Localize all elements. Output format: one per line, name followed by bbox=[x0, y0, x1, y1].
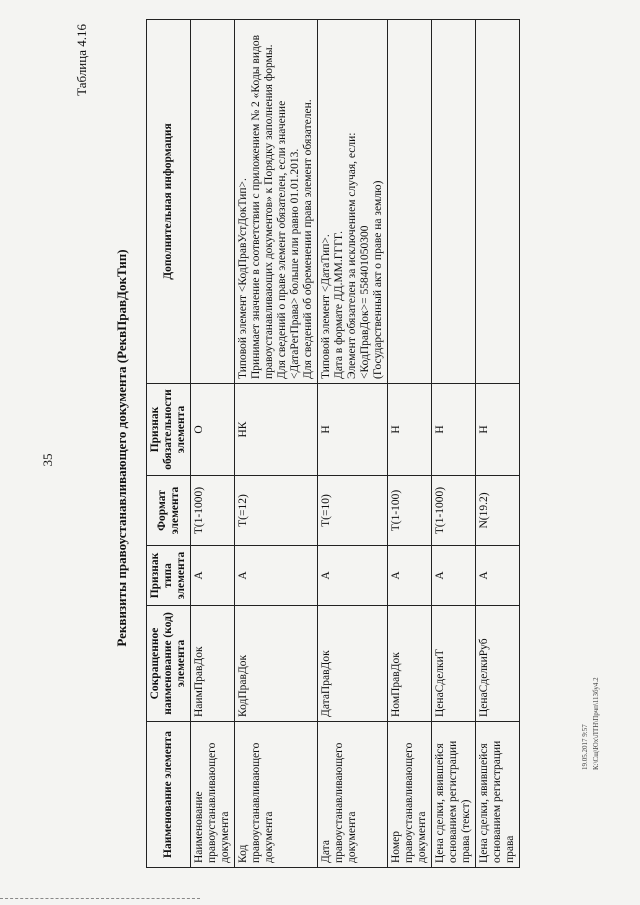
cell-info: Типовой элемент <КодПравУстДокТип>. Принимает значение в соответствии с приложением № 2 «Коды видов правоустанавливающих документов» к Порядку заполнения формы. Для сведений о праве элемент обязателен, если значение <ДатаРегПрава> больше или равно 01.01.2013. Для сведений об обременении права элемент обязателен. bbox=[235, 20, 318, 384]
cell-type: А bbox=[476, 546, 520, 606]
table-row bbox=[318, 20, 388, 868]
footer-stamp bbox=[580, 620, 614, 770]
cell-code: ЦенаСделкиТ bbox=[432, 606, 476, 722]
page-number: 35 bbox=[40, 453, 55, 467]
cell-type: А bbox=[235, 546, 318, 606]
header-name: Наименование элемента bbox=[147, 722, 191, 868]
table-title: Реквизиты правоустанавливающего документа (РеквПравДокТип) bbox=[114, 249, 129, 647]
rotated-page-content bbox=[70, 20, 590, 876]
cell-info: Типовой элемент <ДатаТип>. Дата в формате ДД.ММ.ГГГГ. Элемент обязателен за исключением случая, если: <КодПравДок>= 558401050300 (Государственный акт о праве на землю) bbox=[318, 20, 388, 384]
cell-code: НаимПравДок bbox=[191, 606, 235, 722]
table-header-row bbox=[147, 20, 191, 868]
cell-info bbox=[388, 20, 432, 384]
cell-code: НомПравДок bbox=[388, 606, 432, 722]
table-row bbox=[235, 20, 318, 868]
attributes-table bbox=[146, 19, 520, 868]
cell-code: КодПравДок bbox=[235, 606, 318, 722]
cell-info bbox=[432, 20, 476, 384]
cell-info bbox=[191, 20, 235, 384]
table-row bbox=[191, 20, 235, 868]
cell-format: T(1-1000) bbox=[432, 476, 476, 546]
cell-info bbox=[476, 20, 520, 384]
cell-format: T(=10) bbox=[318, 476, 388, 546]
cell-name: Дата правоустанавливающего документа bbox=[318, 722, 388, 868]
table-row bbox=[388, 20, 432, 868]
header-code: Сокращенное наименование (код) элемента bbox=[147, 606, 191, 722]
cell-format: N(19.2) bbox=[476, 476, 520, 546]
cell-code: ЦенаСделкиРуб bbox=[476, 606, 520, 722]
header-required: Признак обязательности элемента bbox=[147, 384, 191, 476]
cell-required: Н bbox=[388, 384, 432, 476]
cell-required: Н bbox=[432, 384, 476, 476]
table-row bbox=[432, 20, 476, 868]
cell-required: НК bbox=[235, 384, 318, 476]
cell-name: Код правоустанавливающего документа bbox=[235, 722, 318, 868]
cell-name: Цена сделки, явившейся основанием регистрации права bbox=[476, 722, 520, 868]
cell-format: T(1-1000) bbox=[191, 476, 235, 546]
footer-stamp-line1: 19.05.2017 9:57 bbox=[581, 724, 589, 770]
cell-type: А bbox=[191, 546, 235, 606]
header-type: Признак типа элемента bbox=[147, 546, 191, 606]
cell-name: Цена сделки, явившейся основанием регистрации права (текст) bbox=[432, 722, 476, 868]
cell-name: Наименование правоустанавливающего документа bbox=[191, 722, 235, 868]
scan-edge-mark bbox=[0, 898, 200, 899]
cell-code: ДатаПравДок bbox=[318, 606, 388, 722]
cell-format: T(1-100) bbox=[388, 476, 432, 546]
cell-format: T(=12) bbox=[235, 476, 318, 546]
table-row bbox=[476, 20, 520, 868]
header-format: Формат элемента bbox=[147, 476, 191, 546]
cell-required: Н bbox=[476, 384, 520, 476]
cell-name: Номер правоустанавливающего документа bbox=[388, 722, 432, 868]
cell-required: Н bbox=[318, 384, 388, 476]
header-info: Дополнительная информация bbox=[147, 20, 191, 384]
cell-type: А bbox=[388, 546, 432, 606]
cell-type: А bbox=[432, 546, 476, 606]
cell-type: А bbox=[318, 546, 388, 606]
cell-required: О bbox=[191, 384, 235, 476]
footer-stamp-line2: К:\Сщ\Юх\ЛТН\Прчп\113бу4.2 bbox=[592, 677, 600, 770]
table-label: Таблица 4.16 bbox=[74, 24, 89, 96]
